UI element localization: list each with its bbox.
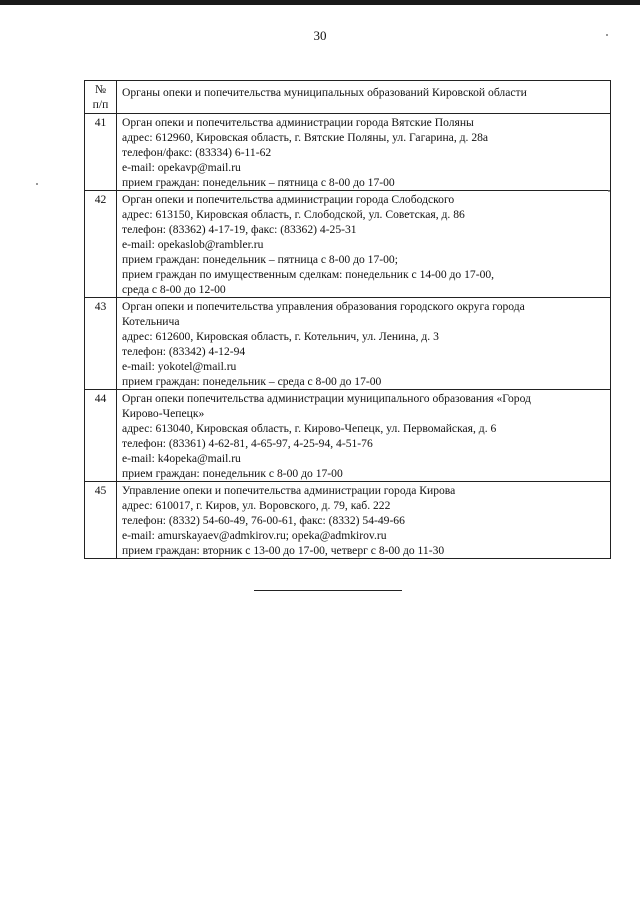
number-sign-label: № xyxy=(94,83,107,96)
guardianship-authorities-table xyxy=(84,80,611,559)
authority-details xyxy=(117,298,611,390)
detail-line: телефон/факс: (83334) 6-11-62 xyxy=(122,146,272,159)
authorities-column-header xyxy=(117,81,611,114)
authority-details xyxy=(117,114,611,191)
table-row xyxy=(85,390,611,482)
page-number: 30 xyxy=(313,28,327,43)
scan-speck xyxy=(608,190,610,192)
number-column-header xyxy=(85,81,117,114)
detail-line: Котельнича xyxy=(122,315,180,328)
detail-line: Кирово-Чепецк» xyxy=(122,407,205,420)
detail-line: среда с 8-00 до 12-00 xyxy=(122,283,226,296)
authority-details xyxy=(117,191,611,298)
detail-line: адрес: 612600, Кировская область, г. Котельнич, ул. Ленина, д. 3 xyxy=(122,330,439,343)
scan-speck xyxy=(36,183,38,185)
table-row xyxy=(85,191,611,298)
authority-details xyxy=(117,390,611,482)
table-header-row xyxy=(85,81,611,114)
detail-line: прием граждан: понедельник – пятница с 8-00 до 17-00 xyxy=(122,176,395,189)
detail-line: Орган опеки и попечительства администрации города Вятские Поляны xyxy=(122,116,474,129)
detail-line: телефон: (83362) 4-17-19, факс: (83362) 4-25-31 xyxy=(122,223,357,236)
detail-line: прием граждан по имущественным сделкам: понедельник с 14-00 до 17-00, xyxy=(122,268,495,281)
detail-line: e-mail: opekavp@mail.ru xyxy=(122,161,241,174)
row-number: 44 xyxy=(85,390,117,482)
detail-line: телефон: (83342) 4-12-94 xyxy=(122,345,246,358)
row-number: 43 xyxy=(85,298,117,390)
page-top-border xyxy=(0,0,640,5)
detail-line: телефон: (8332) 54-60-49, 76-00-61, факс: (8332) 54-49-66 xyxy=(122,514,405,527)
detail-line: прием граждан: вторник с 13-00 до 17-00, четверг с 8-00 до 11-30 xyxy=(122,544,445,557)
table-body xyxy=(85,114,611,559)
detail-line: e-mail: k4opeka@mail.ru xyxy=(122,452,241,465)
detail-line: e-mail: amurskayaev@admkirov.ru; opeka@admkirov.ru xyxy=(122,529,387,542)
item-abbreviation-label: п/п xyxy=(92,98,109,111)
scan-speck xyxy=(606,34,608,36)
detail-line: Орган опеки и попечительства управления образования городского округа города xyxy=(122,300,525,313)
column-title: Органы опеки и попечительства муниципальных образований Кировской области xyxy=(122,86,527,99)
table-row xyxy=(85,482,611,559)
detail-line: адрес: 613150, Кировская область, г. Слободской, ул. Советская, д. 86 xyxy=(122,208,465,221)
detail-line: прием граждан: понедельник – среда с 8-00 до 17-00 xyxy=(122,375,382,388)
table-row xyxy=(85,114,611,191)
detail-line: Управление опеки и попечительства администрации города Кирова xyxy=(122,484,456,497)
detail-line: адрес: 612960, Кировская область, г. Вятские Поляны, ул. Гагарина, д. 28а xyxy=(122,131,489,144)
detail-line: прием граждан: понедельник – пятница с 8-00 до 17-00; xyxy=(122,253,398,266)
detail-line: Орган опеки и попечительства администрации города Слободского xyxy=(122,193,455,206)
row-number: 41 xyxy=(85,114,117,191)
detail-line: Орган опеки попечительства администрации муниципального образования «Город xyxy=(122,392,531,405)
row-number: 45 xyxy=(85,482,117,559)
detail-line: адрес: 613040, Кировская область, г. Кирово-Чепецк, ул. Первомайская, д. 6 xyxy=(122,422,497,435)
detail-line: e-mail: yokotel@mail.ru xyxy=(122,360,237,373)
detail-line: e-mail: opekaslob@rambler.ru xyxy=(122,238,264,251)
authority-details xyxy=(117,482,611,559)
table-row xyxy=(85,298,611,390)
row-number: 42 xyxy=(85,191,117,298)
detail-line: телефон: (83361) 4-62-81, 4-65-97, 4-25-94, 4-51-76 xyxy=(122,437,373,450)
detail-line: прием граждан: понедельник с 8-00 до 17-00 xyxy=(122,467,343,480)
detail-line: адрес: 610017, г. Киров, ул. Воровского, д. 79, каб. 222 xyxy=(122,499,391,512)
closing-rule xyxy=(254,590,402,591)
